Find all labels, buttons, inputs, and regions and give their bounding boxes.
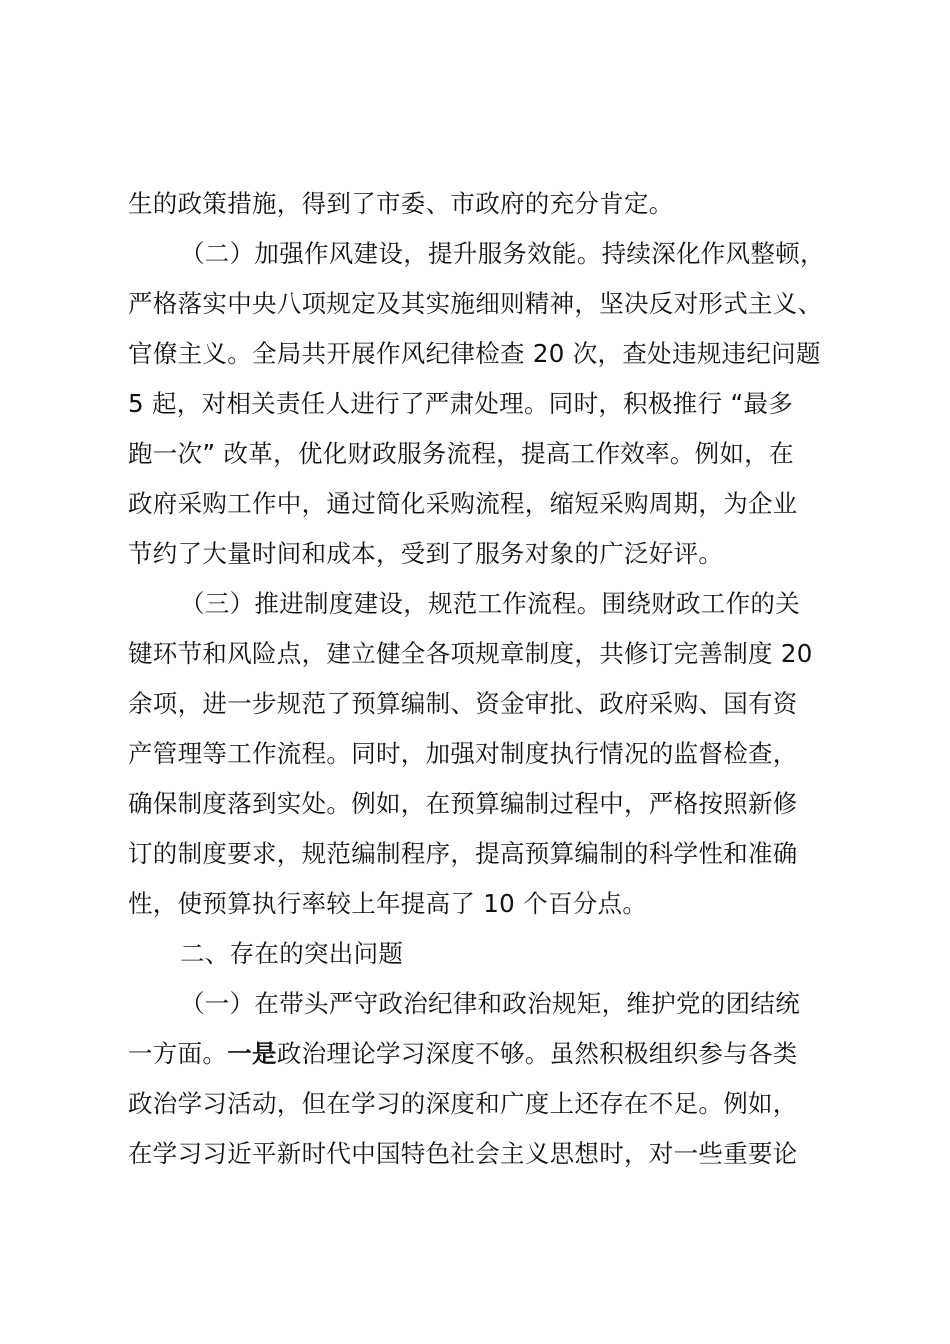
text-line-4: 官僚主义。全局共开展作风纪律检查 20 次，查处违规违纪问题 bbox=[128, 339, 821, 368]
mixed-suffix: 政治理论学习深度不够。虽然积极组织参与各类 bbox=[276, 1039, 798, 1068]
document-body bbox=[128, 179, 838, 1179]
section-heading: 二、存在的突出问题 bbox=[180, 939, 404, 968]
text-line-19: 政治学习活动，但在学习的深度和广度上还存在不足。例如， bbox=[128, 1089, 798, 1118]
text-line-2: （二）加强作风建设，提升服务效能。持续深化作风整顿， bbox=[180, 239, 825, 268]
text-line-7: 政府采购工作中，通过简化采购流程，缩短采购周期，为企业 bbox=[128, 489, 798, 518]
text-line-9: （三）推进制度建设，规范工作流程。围绕财政工作的关 bbox=[180, 589, 800, 618]
bold-marker: 一是 bbox=[227, 1039, 277, 1068]
text-line-6: 跑一次” 改革，优化财政服务流程，提高工作效率。例如，在 bbox=[128, 439, 794, 468]
text-line-8: 节约了大量时间和成本，受到了服务对象的广泛好评。 bbox=[128, 539, 724, 568]
text-line-1: 生的政策措施，得到了市委、市政府的充分肯定。 bbox=[128, 189, 674, 218]
text-line-10: 键环节和风险点，建立健全各项规章制度，共修订完善制度 20 bbox=[128, 639, 813, 668]
text-line-12: 产管理等工作流程。同时，加强对制度执行情况的监督检查， bbox=[128, 739, 798, 768]
text-line-13: 确保制度落到实处。例如，在预算编制过程中，严格按照新修 bbox=[128, 789, 798, 818]
text-line-5: 5 起，对相关责任人进行了严肃处理。同时，积极推行 “最多 bbox=[128, 389, 794, 418]
text-line-11: 余项，进一步规范了预算编制、资金审批、政府采购、国有资 bbox=[128, 689, 798, 718]
text-line-15: 性，使预算执行率较上年提高了 10 个百分点。 bbox=[128, 889, 648, 918]
text-line-14: 订的制度要求，规范编制程序，提高预算编制的科学性和准确 bbox=[128, 839, 798, 868]
text-line-3: 严格落实中央八项规定及其实施细则精神，坚决反对形式主义、 bbox=[128, 289, 823, 318]
text-line-18 bbox=[128, 1029, 838, 1079]
text-line-20: 在学习习近平新时代中国特色社会主义思想时，对一些重要论 bbox=[128, 1139, 798, 1168]
text-line-17: （一）在带头严守政治纪律和政治规矩，维护党的团结统 bbox=[180, 989, 800, 1018]
mixed-prefix: 一方面。 bbox=[128, 1039, 228, 1068]
